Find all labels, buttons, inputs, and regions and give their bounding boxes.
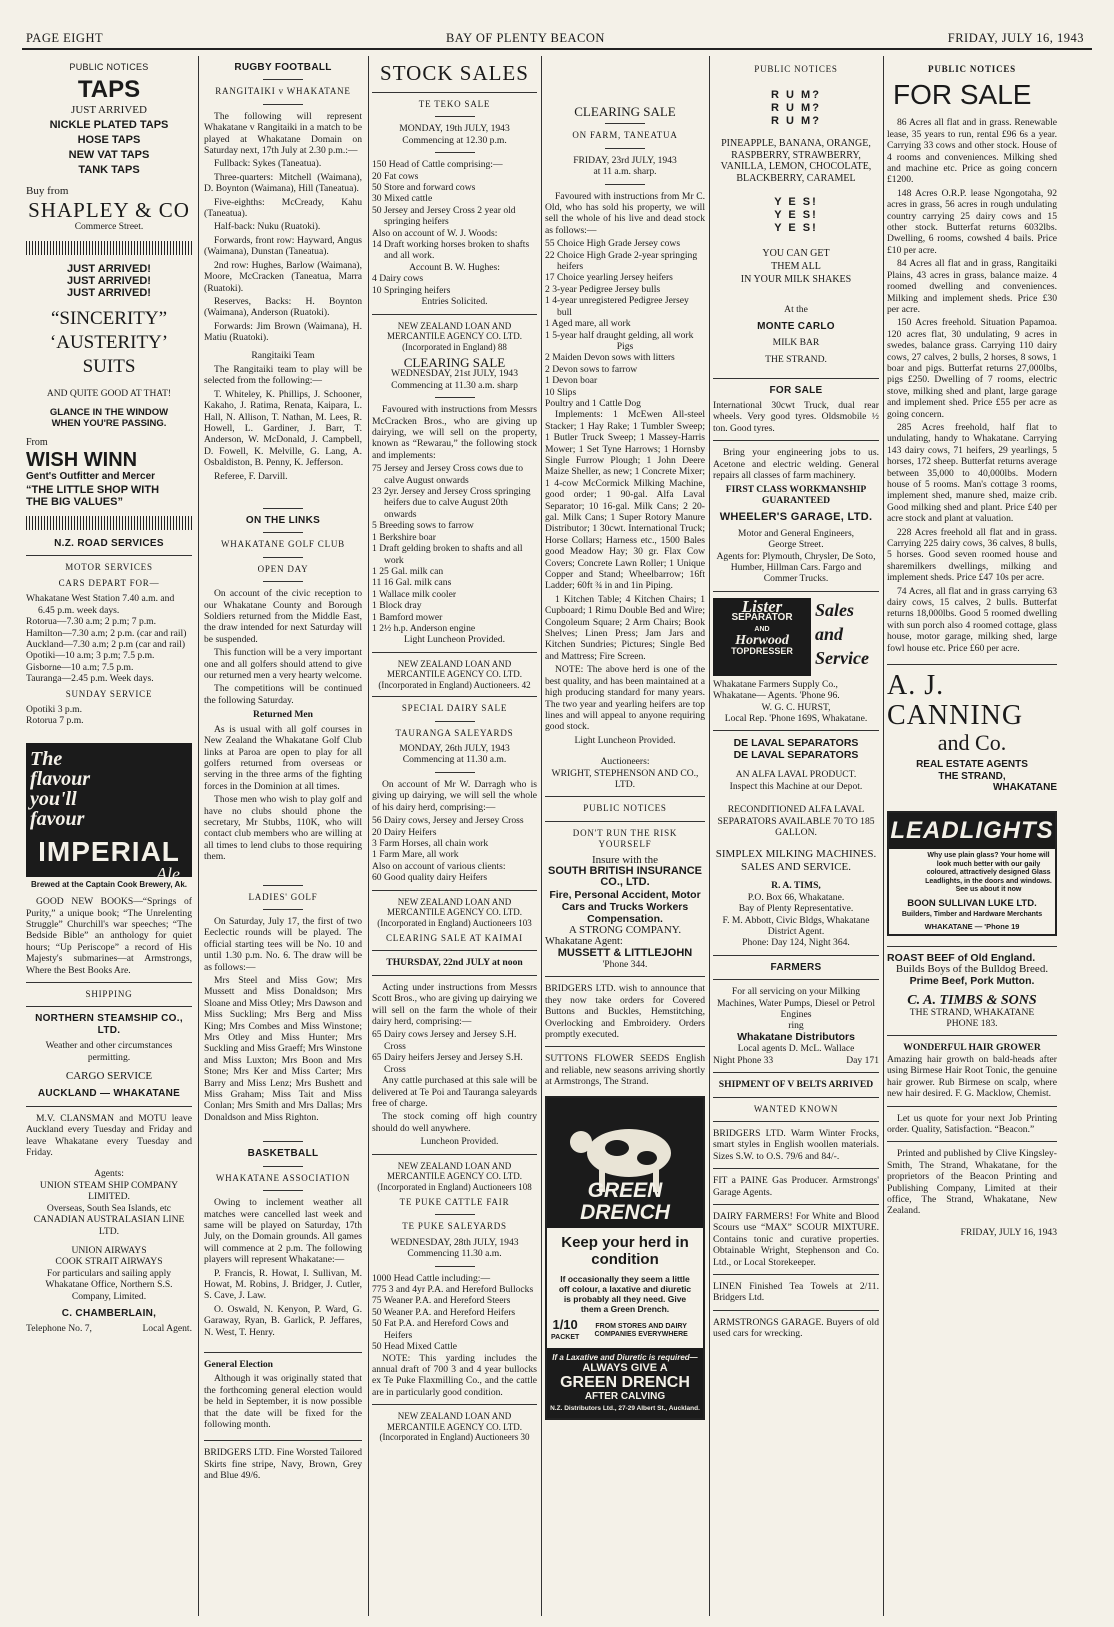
de-laval: DE LAVAL SEPARATORS DE LAVAL SEPARATORS <box>733 737 859 762</box>
canning-and-co: and Co. <box>937 730 1007 756</box>
real-estate-agents: REAL ESTATE AGENTS <box>916 759 1028 771</box>
mussett-littlejohn: MUSSETT & LITTLEJOHN <box>557 946 693 959</box>
sale-time: Commencing at 11.30 a.m. <box>402 754 507 766</box>
distributor-phone: Night Phone 33 Day 171 <box>713 1054 879 1066</box>
special-dairy-heading: SPECIAL DAIRY SALE <box>401 703 508 714</box>
shapley-logo: SHAPLEY & CO <box>28 197 190 222</box>
farmers-heading: FARMERS <box>770 961 822 973</box>
divider <box>435 116 475 117</box>
divider <box>713 1121 879 1122</box>
column-5 <box>713 56 879 1616</box>
shapley-address: Commerce Street. <box>74 221 144 232</box>
horwood-logo: Horwood <box>735 632 789 648</box>
tepuke-heading: TE PUKE CATTLE FAIR <box>399 1197 510 1208</box>
just-arrived: JUST ARRIVED! JUST ARRIVED! JUST ARRIVED! <box>67 263 151 300</box>
rangitaiki-article: The Rangitaiki team to play will be selected from the following:— T. Whiteley, K. Phillips, J. Schooner, Kakaho, J. Ratima, Renata, Kaipara, L. Hall, N. Allison, T. Nathan, M. Lees, R. Howell, L. Gardiner, J. Barr, T. Anderson, W. McDonald, J. Campbell, D. Fowell, K. Melville, G. Lang, A. Osbaldiston, B. Penny, K. Jefferson. Referee, F. Darvill. <box>204 363 362 482</box>
sale-date: MONDAY, 19th JULY, 1943 <box>399 123 510 135</box>
buy-from: Buy from <box>26 185 69 198</box>
local-agents: Local agents D. McL. Wallace <box>737 1043 855 1055</box>
chamberlain-name: C. CHAMBERLAIN, <box>61 1307 157 1319</box>
divider <box>435 772 475 773</box>
servicing-note: For all servicing on your Milking Machines, Water Pumps, Diesel or Petrol Engines <box>716 986 876 1021</box>
topdresser-label: TOPDRESSER <box>731 646 793 657</box>
garage-address: George Street. <box>768 539 824 551</box>
divider <box>887 1141 1057 1142</box>
tims-phone: Phone: Day 124, Night 364. <box>742 937 850 949</box>
books-notice: GOOD NEW BOOKS—“Springs of Purity,” a unique book; “The Unrelenting Struggle” Churchill's war speeches; “The Bedside Bible” an anthology for quiet hours; “Up Periscope” a record of His Majesty's submarines—at Armstrongs, Where the Best Books Are. <box>26 896 192 976</box>
tepuke-note: NOTE: This yarding includes the annual draft of 700 3 and 4 year bullocks ex Te Puke Flaxmilling Co., and the cattle are in particularly good condition. <box>372 1352 537 1398</box>
pigs-list: 2 Maiden Devon sows with litters 2 Devon sows to farrow 1 Devon boar 10 Slips Poultry and 1 Cattle Dog <box>545 352 675 409</box>
tepuke-list: 1000 Head Cattle including:— 775 3 and 4yr P.A. and Hereford Bullocks 75 Weaner P.A. and Hereford Steers 50 Weaner P.A. and Hereford Heifers 50 Fat P.A. and Hereford Cows and Heifers 50 Head Mixed Cattle <box>372 1272 534 1353</box>
stock-sales-heading: STOCK SALES <box>380 61 529 85</box>
divider <box>435 1266 475 1267</box>
hair-text: Amazing hair growth on bald-heads after using Birmese Hair Root Tonic, the genuine hair grower. Rub Birmese on scalp, where new hair desired. F. G. Macklow, Chemist. <box>887 1053 1057 1100</box>
sale-time: at 11 a.m. sharp. <box>593 166 657 178</box>
wheelers-garage: WHEELER'S GARAGE, LTD. <box>719 511 873 524</box>
northern-steamship: NORTHERN STEAMSHIP CO., LTD. <box>35 1013 183 1036</box>
armstrongs-notice: ARMSTRONGS GARAGE. Buyers of old used cars for wrecking. <box>713 1316 879 1340</box>
section-heading: PUBLIC NOTICES <box>69 62 149 72</box>
divider <box>372 696 537 697</box>
chamberlain-contact: Telephone No. 7, Local Agent. <box>26 1323 192 1335</box>
kitchen-list: 1 Kitchen Table; 4 Kitchen Chairs; 1 Cupboard; 1 Rimu Double Bed and Wire; Congoleum Square; 2 Arm Chairs; Book Shelves; Linen Press; Jam Jars and Kitchen Sundries; Pictures; Single Bed and Mattress; Fire Screen. <box>545 593 705 662</box>
insurance-coverage: Fire, Personal Accident, Motor Cars and Trucks Workers Compensation. <box>549 888 701 925</box>
divider <box>263 581 303 582</box>
divider <box>713 979 879 980</box>
basketball-heading: BASKETBALL <box>247 1148 319 1160</box>
taps-title: TAPS <box>77 76 141 104</box>
divider <box>204 1440 362 1441</box>
milkshake-flavours: PINEAPPLE, BANANA, ORANGE, RASPBERRY, STRAWBERRY, VANILLA, LEMON, CHOCOLATE, BLACKBERRY, CARAMEL <box>720 138 872 184</box>
column-4 <box>545 56 705 1616</box>
clearing-list: 75 Jersey and Jersey Cross cows due to calve August onwards 23 2yr. Jersey and Jersey Cross springing heifers due to calve August 20th onwards 5 Breeding sows to farrow 1 Berkshire boar 1 Draft gelding broken to shafts and all work 1 25 Gal. milk can 11 16 Gal. milk cans 1 Wallace milk cooler 1 Block dray 1 Bamford mower 1 2½ h.p. Anderson engine Light Luncheon Provided. <box>372 463 531 646</box>
tims-name: R. A. TIMS, <box>771 880 821 892</box>
bulldog-line: Builds Boys of the Bulldog Breed. <box>895 963 1049 976</box>
shipping-heading: SHIPPING <box>85 989 133 999</box>
green-drench-advert <box>545 1096 705 1421</box>
divider <box>372 1404 537 1405</box>
bridgers-notice: BRIDGERS LTD. Fine Worsted Tailored Skirts fine stripe, Navy, Brown, Grey and Blue 49/6. <box>204 1447 362 1482</box>
rum-lines: R U M? R U M? R U M? <box>771 89 821 128</box>
election-article: Although it was originally stated that the forthcoming general election would be held in September, it is now possible that the date will be fixed for the following month. <box>204 1373 362 1430</box>
column-divider <box>541 56 542 1616</box>
page-number: PAGE EIGHT <box>26 31 104 45</box>
boon-sullivan-luke: BOON SULLIVAN LUKE LTD. <box>907 897 1037 909</box>
tepuke-saleyards: TE PUKE SALEYARDS <box>402 1221 507 1232</box>
divider <box>435 397 475 398</box>
divider <box>372 950 537 951</box>
column-3 <box>372 56 537 1616</box>
rangitaiki-team: Rangitaiki Team <box>251 349 315 361</box>
sale-date: THURSDAY, 22nd JULY at noon <box>386 957 523 969</box>
luncheon-note: Light Luncheon Provided. <box>574 734 676 746</box>
prime-meat: Prime Beef, Pork Mutton. <box>909 974 1035 987</box>
divider <box>713 730 879 731</box>
wish-winn-tagline: THE BIG VALUES” <box>26 495 123 508</box>
leadlights-logo: LEADLIGHTS <box>889 813 1055 849</box>
divider <box>372 314 537 315</box>
local-rep: Local Rep. 'Phone 169S, Whakatane. <box>724 712 868 724</box>
teteko-list: 150 Head of Cattle comprising:— 20 Fat cows 50 Store and forward cows 30 Mixed cattle 50 Jersey and Jersey Cross 2 year old springing heifers Also on account of W. J. Woods: 14 Draft working horses broken to shafts and all work. Account B. W. Hughes: 4 Dairy cows 10 Springing heifers Entries Solicited. <box>372 159 530 308</box>
divider <box>713 1097 879 1098</box>
ladies-golf: LADIES' GOLF <box>248 891 318 902</box>
divider <box>372 1154 537 1155</box>
agency-credit: NEW ZEALAND LOAN AND MERCANTILE AGENCY CO. LTD. (Incorporated in England) Auctioneers 30 <box>379 1411 530 1443</box>
kaimai-heading: CLEARING SALE AT KAIMAI <box>386 933 523 944</box>
ornamental-rule <box>26 241 192 255</box>
garage-agents: Agents for: Plymouth, Chrysler, De Soto, Humber, Hillman Cars. Fargo and Commer Trucks. <box>716 550 876 585</box>
clearing-note: NOTE: The above herd is one of the best quality, and has been maintained at a high producing standard for many years. The two year and yearling heifers are top lines and will appeal to anyone requiring good stock. <box>545 664 705 733</box>
divider <box>713 1204 879 1205</box>
clearing-article: Favoured with instructions from Mr C. Old, who has sold his property, we will sell the whole of his live and dead stock as follows:— <box>545 190 705 236</box>
insurance-headline: DON'T RUN THE RISK YOURSELF <box>572 827 678 850</box>
basketball-article: Owing to inclement weather all matches were cancelled last week and same will be played on Saturday, 17th July, on the Domain grounds. All games will commence at 2 p.m. The following players will represent Whakatane:— P. Francis, R. Howat, I. Sullivan, M. Howat, M. Robins, J. Bridger, J. Cutler, S. Cave, J. Law. O. Oswald, N. Kenyon, P. Ward, G. Garaway, Ryan, B. Garlick, P. Jeffares, N. West, T. Henry. <box>204 1197 362 1338</box>
suits-line: AND QUITE GOOD AT THAT! <box>46 389 172 400</box>
ladies-article: On Saturday, July 17, the first of two Eeclectic rounds will be played. The official starting tees will be No. 10 and until 1.30 p.m. No. 6. The draw will be as follows:— Mrs Steel and Miss Gow; Mrs Mussett and Miss Donaldson; Mrs Sloane and Miss Otley; Mrs Dawson and Miss Suckling; Mrs Berg and Miss King; Mrs Combes and Miss Winstone; Mrs Otley and Miss Hunter; Mrs Suckling and Miss Graeff; Mrs Winstone and Miss Luxton; Mrs Boon and Mrs Stone; Mrs Ker and Miss Carter; Mrs Barry and Miss Lenz; Mrs Bushett and Miss Graham; Miss Tait and Miss Conlan; Mrs Smith and Mrs Dallas; Mrs Donaldson and Miss Righton. <box>204 915 362 1123</box>
road-services-heading: N.Z. ROAD SERVICES <box>54 538 164 550</box>
agency-credit: NEW ZEALAND LOAN AND MERCANTILE AGENCY CO. LTD. (Incorporated in England) 88 <box>386 320 523 352</box>
engineering-notice: Bring your engineering jobs to us. Acetone and electric welding. General repairs all classes of farm machinery. <box>713 447 879 482</box>
boon-desc: Builders, Timber and Hardware Merchants <box>901 911 1043 919</box>
column-divider <box>709 56 710 1616</box>
divider <box>372 890 537 891</box>
weather-note: Weather and other circumstances permitting. <box>45 1040 173 1063</box>
printing-notice: Let us quote for your next Job Printing order. Quality, Satisfaction. “Beacon.” <box>887 1112 1057 1135</box>
kaimai-article: Acting under instructions from Messrs Scott Bros., who are giving up dairying we will sell on the farm the whole of their dairy herd, comprising:— <box>372 981 537 1028</box>
clearing-sale-heading: CLEARING SALE <box>403 355 506 370</box>
sale-time: Commencing 11.30 a.m. <box>407 1248 502 1260</box>
section-heading: PUBLIC NOTICES <box>754 64 838 74</box>
yes-lines: Y E S! Y E S! Y E S! <box>774 196 818 235</box>
section-heading: PUBLIC NOTICES <box>583 803 667 814</box>
and-label: AND <box>754 625 770 633</box>
sales-service: Sales and Service <box>815 599 869 668</box>
hurst-name: W. G. C. HURST, <box>761 701 831 713</box>
timbs-and-sons: C. A. TIMBS & SONS <box>907 993 1037 1009</box>
section-heading: PUBLIC NOTICES <box>928 64 1016 74</box>
divider <box>713 1310 879 1311</box>
green-drench-headline: Keep your herd in condition <box>561 1233 689 1268</box>
clearing-list: 55 Choice High Grade Jersey cows 22 Choice High Grade 2-year springing heifers 17 Choice yearling Jersey heifers 2 3-year Pedigree Jersey bulls 1 4-year unregistered Pedigree Jersey bull 1 Aged mare, all work 1 5-year half draught gelding, all work <box>545 238 698 341</box>
whakatane-agent: Whakatane Agent: <box>545 936 623 948</box>
footer-date: FRIDAY, JULY 16, 1943 <box>960 1226 1057 1238</box>
bridgers-notice: BRIDGERS LTD. wish to announce that they now take orders for Covered Buttons and Buckles, Hemstitching, Overlocking and Embroidery. Orders promptly executed. <box>545 983 705 1041</box>
cars-depart: CARS DEPART FOR— <box>58 577 160 588</box>
paine-notice: FIT a PAINE Gas Producer. Armstrongs' Garage Agents. <box>713 1175 879 1198</box>
sale-date: FRIDAY, 23rd JULY, 1943 <box>573 154 677 166</box>
returned-article: As is usual with all golf courses in New Zealand the Whakatane Golf Club links at Paroa are open to play for all golfers returned from overseas or serving in the three arms of the fighting forces in the Dominion at all times. Those men who wish to play golf and have no clubs should phone the secretary, Mr Stubbs, 110K, who will contact club members who are willing at all times to lend clubs to those requiring them. <box>204 723 362 863</box>
divider <box>435 152 475 153</box>
divider <box>263 532 303 533</box>
milk-bar: MILK BAR <box>772 336 820 348</box>
divider <box>204 1352 362 1353</box>
divider <box>263 1190 303 1191</box>
farmers-supply: Whakatane Farmers Supply Co., Whakatane— Agents. 'Phone 96. <box>713 678 840 702</box>
divider <box>605 123 645 124</box>
divider <box>713 440 879 441</box>
canning-town: WHAKATANE <box>992 781 1057 793</box>
sunday-service: SUNDAY SERVICE <box>65 688 153 699</box>
divider <box>545 821 705 822</box>
from-label: From <box>26 437 48 449</box>
column-2 <box>204 56 362 1616</box>
bridgers-notice: BRIDGERS LTD. Warm Winter Frocks, smart styles in English woollen materials. Sizes S.W. to O.S. 79/6 and 84/-. <box>713 1127 879 1162</box>
ring-label: ring <box>788 1020 804 1032</box>
pigs-heading: Pigs <box>616 340 634 352</box>
divider <box>605 148 645 149</box>
golf-club: WHAKATANE GOLF CLUB <box>221 539 345 550</box>
imprint: Printed and published by Clive Kingsley-Smith, The Strand, Whakatane, for the proprietors of the Beacon Printing and Publishing Company, Limited at their office, The Strand, Whakatane, New Zealand. <box>887 1148 1057 1217</box>
wish-winn-sub: Gent's Outfitter and Mercer <box>26 470 156 482</box>
rugby-heading: RUGBY FOOTBALL <box>234 62 332 73</box>
agency-credit: NEW ZEALAND LOAN AND MERCANTILE AGENCY CO. LTD. (Incorporated in England) Auctioneers 103 <box>377 896 532 928</box>
taps-list: JUST ARRIVED NICKLE PLATED TAPS HOSE TAPS NEW VAT TAPS TANK TAPS <box>49 104 169 177</box>
milkshake-tag: YOU CAN GET THEM ALL IN YOUR MILK SHAKES <box>740 248 852 286</box>
wish-winn-tagline: “THE LITTLE SHOP WITH <box>26 484 160 497</box>
brewery-note: Brewed at the Captain Cook Brewery, Ak. <box>30 879 188 889</box>
green-drench-price: 1/10 PACKET FROM STORES AND DAIRY COMPANIES EVERYWHERE <box>551 1316 688 1341</box>
divider <box>713 1168 879 1169</box>
column-divider <box>368 56 369 1616</box>
motor-services: MOTOR SERVICES <box>65 562 153 573</box>
masthead-rule <box>22 48 1092 50</box>
divider <box>372 92 537 93</box>
hair-grower: WONDERFUL HAIR GROWER <box>903 1042 1041 1054</box>
divider <box>26 982 192 983</box>
divider <box>887 664 1057 665</box>
agent-phone: 'Phone 344. <box>602 959 648 970</box>
implements-list: Implements: 1 McEwen All-steel Stacker; 1 Hay Rake; 1 Tumbler Sweep; 1 Butler Truck Sweep; 1 Massey-Harris Mower; 1 Set Tyne Harrows; 1 Hornsby Single Furrow Plough; 1 John Deere Maize Sheller, as new; 1 Concrete Mixer; 1 4-cow McCormick Milking Machine, good order; 1 90-gal. Alfa Laval Separator; 10 16-gal. Milk Cans; 2 20-gal. Milk Cans; 1 Super Rotory Manure Distributor; 1 30cwt. International Truck; Horse Collars; Harness etc., 1500 Bales good Meadow Hay; 30 gr. Flax Cow Covers; Concrete Lawn Roller; 1 Unique Copper and Stand; Wheelbarrow; 16ft Ladder; 60ft ¾ in and 1in Piping. <box>545 409 705 592</box>
green-drench-text: If occasionally they seem a little off colour, a laxative and diuretic is probably all they need. Give them a Green Drench. <box>558 1273 692 1314</box>
linen-notice: LINEN Finished Tea Towels at 2/11. Bridgers Ltd. <box>713 1280 879 1304</box>
divider <box>263 79 303 80</box>
reconditioned: RECONDITIONED ALFA LAVAL SEPARATORS AVAILABLE 70 TO 185 GALLON. <box>717 804 875 838</box>
dairy-notice: DAIRY FARMERS! For White and Blood Scours use “MAX” SCOUR MIXTURE. Contains tonic and curative properties. Obtainable Wright, Stephenson and Co. Ltd., or Local Storekeeper. <box>713 1210 879 1268</box>
clansman-notice: M.V. CLANSMAN and MOTU leave Auckland every Tuesday and Friday and leave Whakatane every Tuesday and Friday. <box>26 1112 192 1159</box>
workmanship: FIRST CLASS WORKMANSHIP GUARANTEED <box>725 483 867 506</box>
divider <box>26 555 192 556</box>
truck-notice: International 30cwt Truck, dual rear wheels. Very good tyres. Oldsmobile ½ ton. Good tyres. <box>713 400 879 434</box>
inspect-note: Inspect this Machine at our Depot. <box>729 780 863 792</box>
separator-label: SEPARATOR <box>731 612 793 624</box>
canning-street: THE STRAND, <box>938 770 1006 782</box>
divider <box>263 104 303 105</box>
imperial-logo: IMPERIAL <box>38 835 180 867</box>
divider <box>887 1106 1057 1107</box>
rugby-sub: RANGITAIKI v WHAKATANE <box>215 86 351 97</box>
milk-bar-address: THE STRAND. <box>765 354 827 366</box>
divider <box>713 591 879 592</box>
sale-time: Commencing at 12.30 p.m. <box>402 134 507 146</box>
open-day: OPEN DAY <box>257 563 309 574</box>
cow-illustration <box>547 1098 703 1228</box>
leadlights-advert <box>887 811 1057 936</box>
auctioneers-label: Auctioneers: <box>600 756 650 768</box>
auckland-whakatane: AUCKLAND — WHAKATANE <box>37 1088 181 1100</box>
column-divider <box>883 56 884 1616</box>
clearing-sale-heading: CLEARING SALE <box>574 104 676 119</box>
agents-label: Agents: <box>94 1168 124 1180</box>
alfa-laval: AN ALFA LAVAL PRODUCT. <box>735 769 857 781</box>
agency-credit: NEW ZEALAND LOAN AND MERCANTILE AGENCY CO. LTD. (Incorporated in England) Auctioneers. 42 <box>378 658 531 690</box>
clearing-article: Favoured with instructions from Messrs McCracken Bros., who are giving up dairying, we will sell on the property, known as “Rewarau,” the following stock and implements: <box>372 404 537 461</box>
returned-men: Returned Men <box>253 709 313 721</box>
garage-desc: Motor and General Engineers, <box>737 527 855 539</box>
tauranga-saleyards: TAURANGA SALEYARDS <box>395 727 514 738</box>
divider <box>263 508 303 509</box>
green-drench-logo: GREEN DRENCH <box>580 1178 670 1224</box>
masthead <box>26 31 1084 45</box>
column-1 <box>26 56 192 1616</box>
special-article: On account of Mr W. Darragh who is giving up dairying, we will sell the whole of his dairy herd, comprising:— <box>372 778 537 813</box>
basketball-sub: WHAKATANE ASSOCIATION <box>215 1172 351 1183</box>
agency-credit: NEW ZEALAND LOAN AND MERCANTILE AGENCY CO. LTD. (Incorporated in England) Auctioneers 108 <box>377 1160 532 1192</box>
divider <box>435 721 475 722</box>
at-label: At the <box>784 304 808 316</box>
imperial-tagline: The flavour you'll favour <box>30 747 90 830</box>
simplex-machines: SIMPLEX MILKING MACHINES. SALES AND SERVICE. <box>715 848 877 874</box>
suits-headline: “SINCERITY” ‘AUSTERITY’ SUITS <box>49 308 169 378</box>
leadlights-text: Why use plain glass? Your home will look much better with our gaily coloured, attractively designed Glass Leadlights, in the doors and windows. See us about it now <box>925 852 1052 894</box>
whakatane-distributors: Whakatane Distributors <box>737 1030 855 1043</box>
suits-line: GLANCE IN THE WINDOW WHEN YOU'RE PASSING. <box>49 406 169 430</box>
issue-date: FRIDAY, JULY 16, 1943 <box>947 31 1084 45</box>
divider <box>26 1006 192 1007</box>
divider <box>545 796 705 797</box>
divider <box>263 909 303 910</box>
teteko-heading: TE TEKO SALE <box>418 99 491 109</box>
canning-logo: A. J. CANNING <box>887 670 1024 732</box>
divider <box>372 652 537 653</box>
monte-carlo: MONTE CARLO <box>757 321 835 333</box>
green-drench-footer: If a Laxative and Diuretic is required— ALWAYS GIVE A GREEN DRENCH AFTER CALVING N.Z. Distributors Ltd., 27-29 Albert St., Auckland. <box>547 1348 703 1419</box>
cargo-service: CARGO SERVICE <box>65 1070 153 1083</box>
column-divider <box>198 56 199 1616</box>
divider <box>263 1166 303 1167</box>
insure-line: Insure with the <box>592 853 658 866</box>
sale-date: WEDNESDAY, 28th JULY, 1943 <box>390 1236 519 1248</box>
divider <box>545 1046 705 1047</box>
sale-date: MONDAY, 26th JULY, 1943 <box>399 743 510 755</box>
ale-logo: Ale <box>156 863 180 884</box>
insurance-tag: A STRONG COMPANY. <box>568 923 682 936</box>
sale-time: Commencing at 11.30 a.m. sharp <box>391 379 518 391</box>
election-heading: General Election <box>204 1358 274 1370</box>
timbs-address: THE STRAND, WHAKATANE <box>909 1006 1035 1018</box>
divider <box>713 378 879 379</box>
wish-winn-logo: WISH WINN <box>26 448 138 471</box>
particulars-note: For particulars and sailing apply Whakatane Office, Northern S.S. Company, Limited. <box>45 1267 173 1302</box>
paper-title: BAY OF PLENTY BEACON <box>445 31 605 45</box>
divider <box>26 1106 192 1107</box>
golf-article: On account of the civic reception to our Whakatane County and Borough Soldiers returned from the Middle East, the draw intended for next Saturday will be suspended. This function will be a very important one and all golfers should attend to give our returned men a very hearty welcome. The competitions will be continued the following Saturday. <box>204 588 362 706</box>
sale-date: WEDNESDAY, 21st JULY, 1943 <box>390 368 519 380</box>
divider <box>545 976 705 977</box>
boon-address: WHAKATANE — 'Phone 19 <box>924 921 1020 931</box>
divider <box>713 955 879 956</box>
tims-role: Bay of Plenty Representative. <box>738 903 854 915</box>
ornamental-rule <box>26 516 192 530</box>
road-timetable: Whakatane West Station 7.40 a.m. and 6.45 p.m. week days. Rotorua—7.30 a.m; 2 p.m; 7 p.m. Hamilton—7.30 a.m; 2 p.m. (car and rail) Auckland—7.30 a.m; 2 p.m (car and rail) Opotiki—10 a.m; 3 p.m; 7.5 p.m. Gisborne—10 a.m; 7.5 p.m. Tauranga—2.45 p.m. Week days. <box>26 593 187 685</box>
sunday-timetable: Opotiki 3 p.m. Rotorua 7 p.m. <box>26 703 84 727</box>
divider <box>435 1214 475 1215</box>
for-sale-heading: FOR SALE <box>769 384 823 396</box>
divider <box>887 1035 1057 1036</box>
special-list: 56 Dairy cows, Jersey and Jersey Cross 20 Dairy Heifers 3 Farm Horses, all chain work 1 Farm Mare, all work Also on account of various clients: 60 Good quality dairy Heifers <box>372 815 524 884</box>
divider <box>263 1141 303 1142</box>
column-6 <box>887 56 1057 1616</box>
timbs-phone: PHONE 183. <box>946 1018 998 1030</box>
rugby-article: The following will represent Whakatane v Rangitaiki in a match to be played at Whakatane Domain on Saturday next, 17th July at 2.30 p.m.:— Fullback: Sykes (Taneatua). Three-quarters: Mitchell (Waimana), D. Boynton (Waimana), Hill (Taneatua). Five-eighths: McCready, Kahu (Taneatua). Half-back: Nuku (Ruatoki). Forwards, front row: Hayward, Angus (Waimana), Dunstan (Taneatua). 2nd row: Hughes, Barlow (Waimana), Moore, McCracken (Taneatua, Marra (Ruatoki). Reserves, Backs: H. Boynton (Waimana), Anderson (Ruatoki). Forwards: Jim Brown (Waimana), H. Matiu (Ruatoki). <box>204 110 362 344</box>
south-british-insurance: SOUTH BRITISH INSURANCE CO., LTD. <box>547 864 702 889</box>
divider <box>713 1072 879 1073</box>
divider <box>605 184 645 185</box>
property-listings: 86 Acres all flat and in grass. Renewable lease, 35 years to run, rental £96 6s a year. Carrying 33 cows and other stock. House of 4 rooms and conveniences. Milking shed and machine etc. Price as going concern £1200. 148 Acres O.R.P. lease Ngongotaha, 92 acres in grass, 56 acres in rough undulating country carrying 25 dairy cows and 15 other stock. Butterfat returns 6032lbs. Dwelling, 6 rooms, cowshed 4 bails. Price £10 per acre. 84 Acres all flat and in grass, Rangitaiki Plains, 43 acres in grass, balance maize. 4 roomed dwelling and conveniences. Milking and implement sheds. Price £30 per acre. 150 Acres freehold. Situation Papamoa. 120 acres flat, 30 undulating, 9 acres in swedes, balance grass. Carrying 110 dairy cows, 27 calves, 2 bulls, 2 horses, 8 sows, 1 boar and pigs. Butterfat returns 27,000lbs, pigs £250. Dwelling of 7 rooms, electric stove, milking shed and plant, large garage and implement shed. Price £55 per acre as going concern. 285 Acres freehold, half flat to undulating, handy to Whakatane. Carrying 143 dairy cows, 71 heifers, 29 yearlings, 5 horses, 172 sheep. Butterfat returns average between 35,000 to 40,000lbs. Modern house of 5 rooms. Man's cottage 3 rooms, implement shed, manure shed, maize crib. Good milking shed and plant. Price £40 per acre stock and plant at valuation. 228 Acres freehold all flat and in grass. Carrying 225 dairy cows, 36 calves, 8 bulls, 5 horses. Good seven roomed house and sharemilkers dwellings, milking and implement sheds. Price £47 10s per acre. 74 Acres, all flat and in grass carrying 63 dairy cows, 15 calves, 2 bulls. Butterfat returns 18,000lbs. Good 5 roomed dwelling with sun porch also 4 roomed cottage, glass house, motor garage, milking shed, large fowl house etc. Price £60 per acre. <box>887 117 1057 654</box>
airways: UNION AIRWAYS COOK STRAIT AIRWAYS <box>55 1244 163 1268</box>
roast-beef: ROAST BEEF of Old England. <box>887 952 1036 965</box>
for-sale-heading: FOR SALE <box>893 79 1032 111</box>
agents-list: UNION STEAM SHIP COMPANY LIMITED. Overseas, South Sea Islands, etc CANADIAN AUSTRALASIAN LINE LTD. <box>33 1179 185 1237</box>
tims-address: P.O. Box 66, Whakatane. <box>747 891 845 903</box>
divider <box>372 975 537 976</box>
divider <box>263 557 303 558</box>
wanted-known: WANTED KNOWN <box>753 1103 839 1114</box>
farm-location: ON FARM, TANEATUA <box>572 130 678 141</box>
v-belts: SHIPMENT OF V BELTS ARRIVED <box>718 1079 874 1091</box>
suttons-notice: SUTTONS FLOWER SEEDS English and reliable, new seasons arriving shortly at Armstrongs, The Strand. <box>545 1053 705 1088</box>
lister-advert <box>713 598 879 676</box>
divider <box>263 885 303 886</box>
divider <box>887 946 1057 947</box>
divider <box>713 1274 879 1275</box>
auctioneers-name: WRIGHT, STEPHENSON AND CO., LTD. <box>551 767 699 790</box>
kaimai-list: 65 Dairy cows Jersey and Jersey S.H. Cross 65 Dairy heifers Jersey and Jersey S.H. Cross <box>372 1029 523 1075</box>
kaimai-notes: Any cattle purchased at this sale will be delivered at Te Poi and Tauranga saleyards free of charge. The stock coming off high country should do well anywhere. Luncheon Provided. <box>372 1075 537 1148</box>
links-heading: ON THE LINKS <box>245 515 321 526</box>
abbott-agent: F. M. Abbott, Civic Bldgs, Whakatane District Agent. <box>722 914 870 938</box>
lister-logo: Lister <box>741 596 783 616</box>
